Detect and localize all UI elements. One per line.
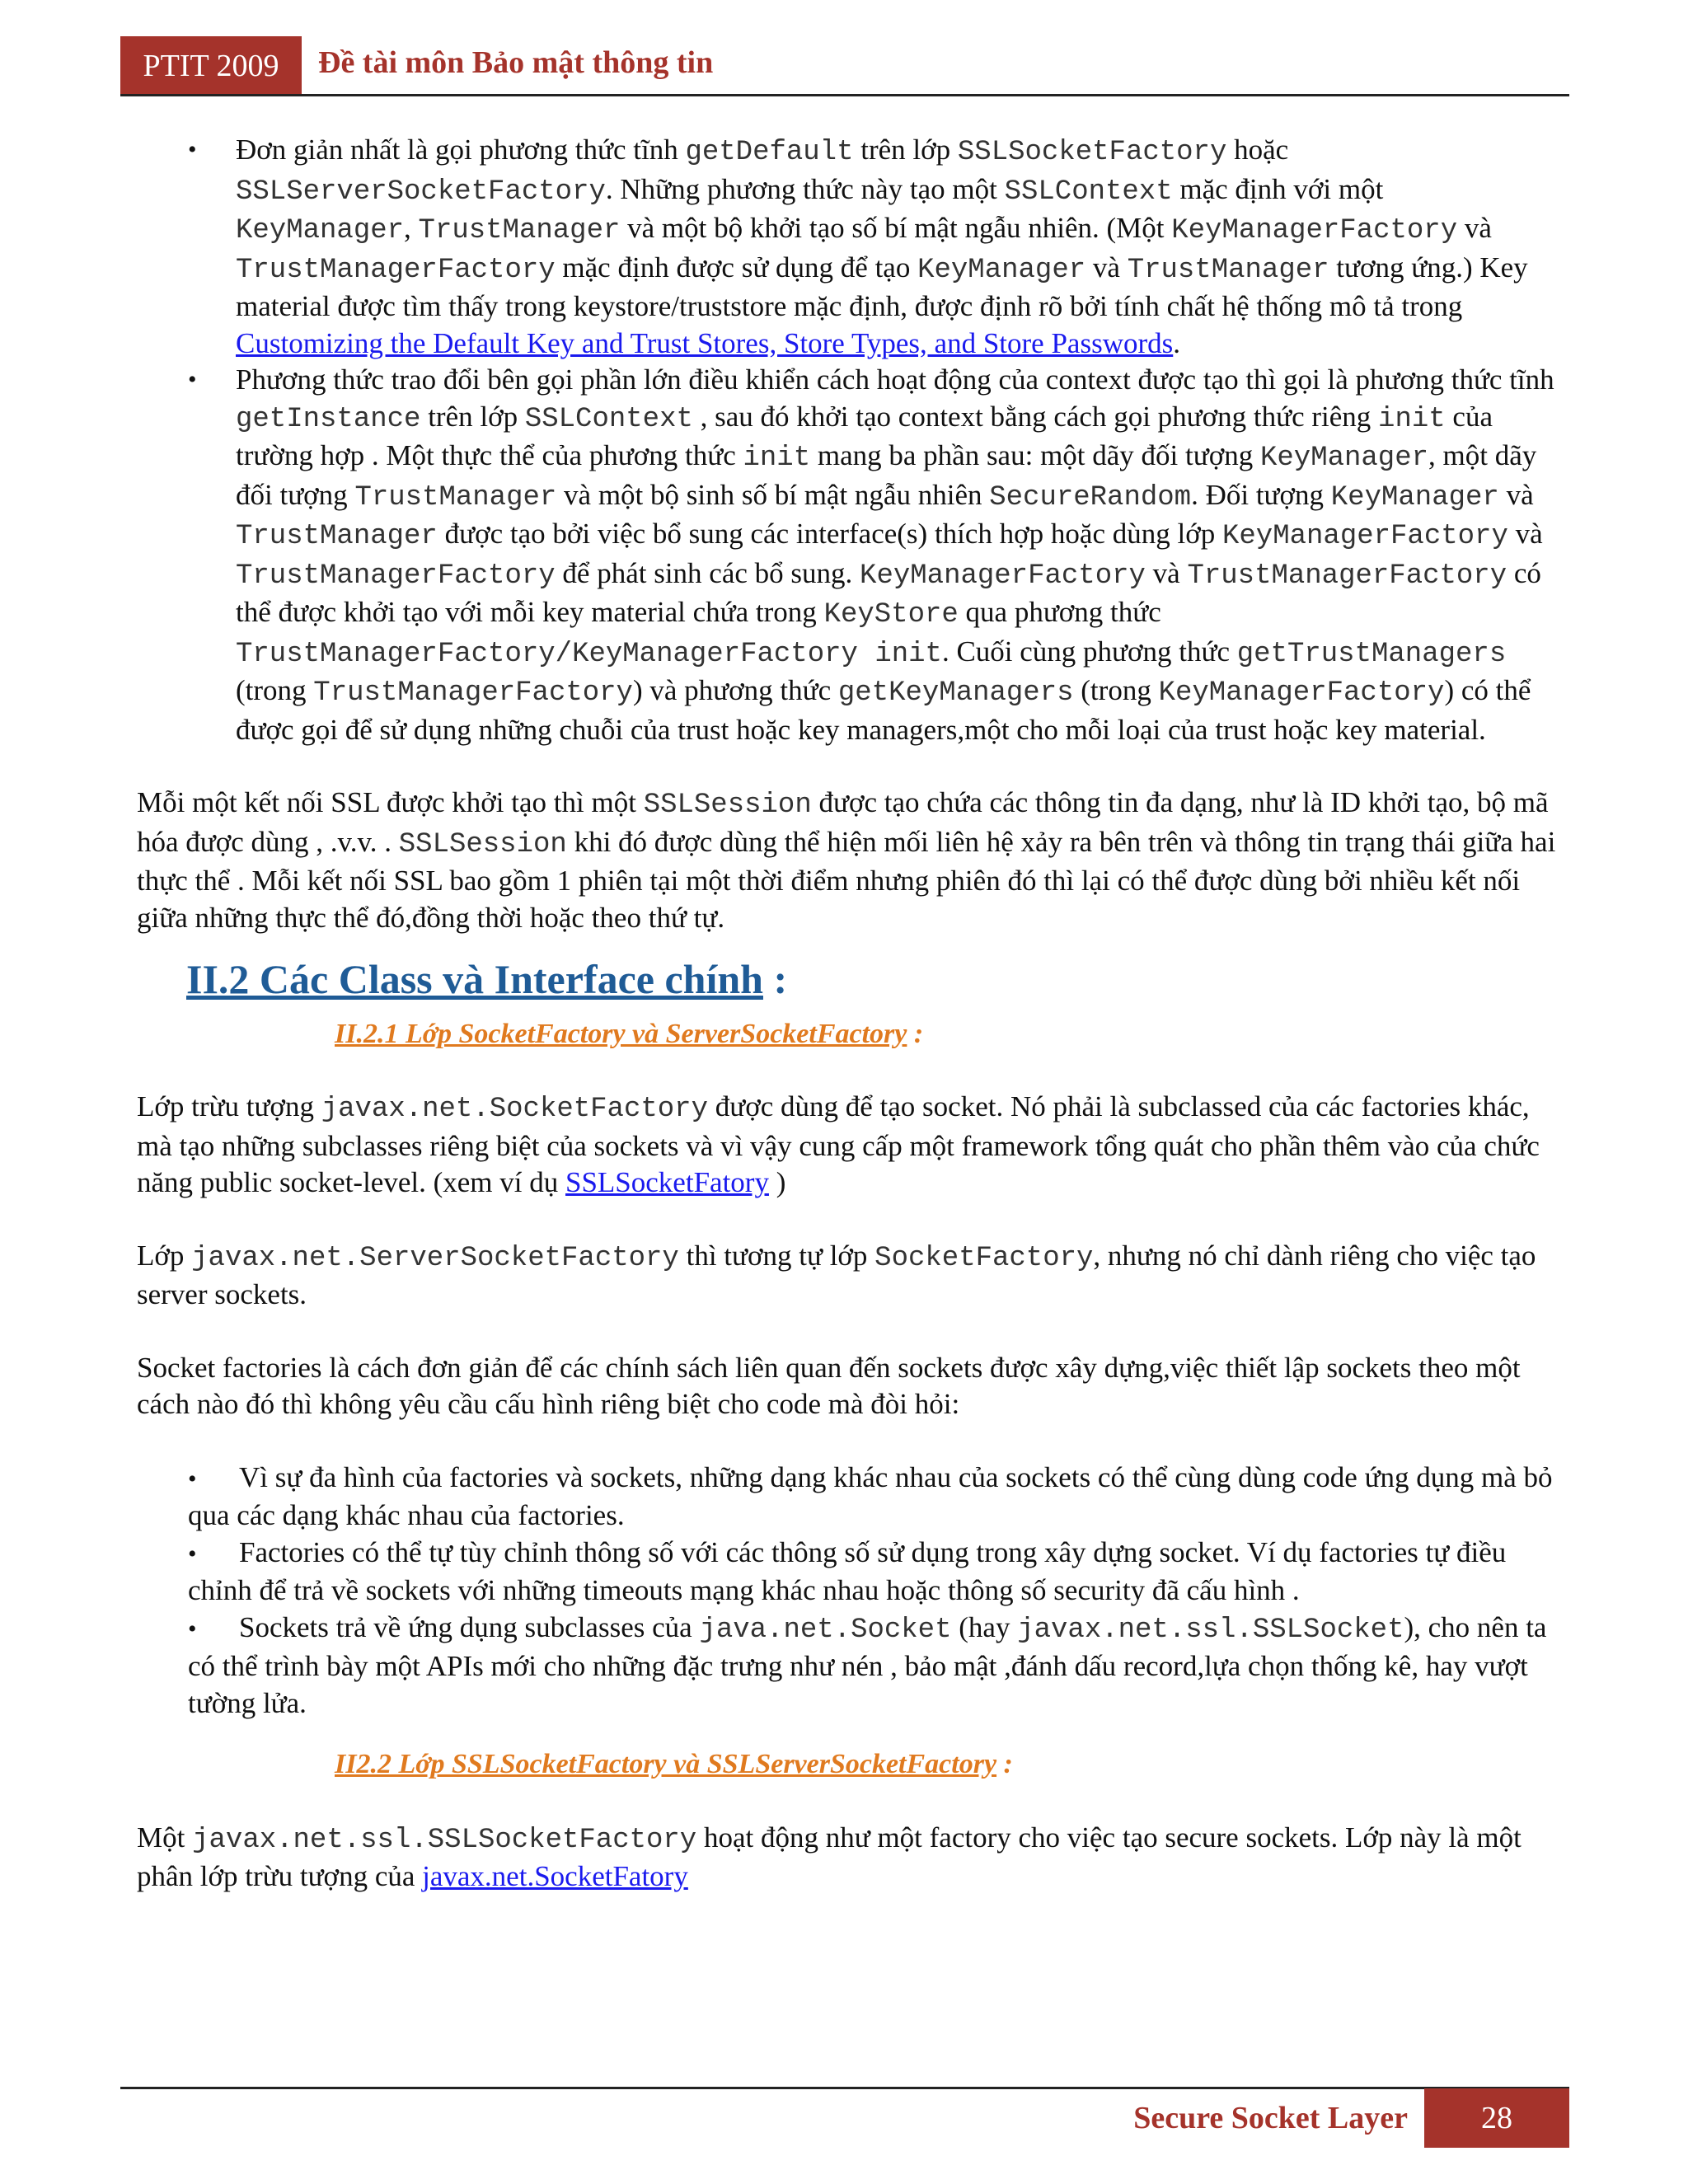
list-item: [137, 362, 1563, 748]
text-run: (hay: [951, 1610, 1018, 1643]
footer-rule: [120, 2087, 1569, 2089]
text-run: hoạt động như một factory cho việc tạo secure sockets. Lớp này là một phân lớp trừu tượng của: [137, 1821, 1522, 1892]
code-term: SSLContext: [524, 403, 693, 435]
text-run: có thể được khởi tạo với mỗi key material chứa trong: [236, 556, 1541, 628]
code-term: KeyManager: [917, 254, 1086, 286]
text-run: Phương thức trao đổi bên gọi phần lớn điều khiển cách hoạt động của context được tạo thì gọi là phương thức tĩnh: [236, 363, 1554, 396]
text-run: Lớp trừu tượng: [137, 1090, 321, 1122]
text-run: Socket factories là cách đơn giản để các chính sách liên quan đến sockets được xây dựng,việc thiết lập sockets theo một cách nào đó thì không yêu cầu cấu hình riêng biệt cho code mà đòi hỏi:: [137, 1351, 1521, 1420]
paragraph-socketfactory: [137, 1089, 1563, 1202]
code-term: getKeyManagers: [837, 677, 1074, 709]
hyperlink[interactable]: javax.net.SocketFatory: [422, 1860, 688, 1892]
text-run: và một bộ sinh số bí mật ngẫu nhiên: [556, 478, 990, 511]
text-run: thì tương tự lớp: [678, 1239, 875, 1272]
text-run: ), cho nên ta có thể trình bày một APIs mới cho những đặc trưng như nén , bảo mật ,đánh dấu record,lựa chọn thống kê, hay vượt tường lửa.: [188, 1610, 1547, 1719]
text-run: tương ứng.) Key material được tìm thấy trong keystore/truststore mặc định, được định rõ bởi tính chất hệ thống mô tả trong: [236, 251, 1528, 322]
bullet-list-mid: [137, 1460, 1563, 1722]
text-run: mặc định được sử dụng để tạo: [555, 251, 918, 284]
header-rule: [120, 94, 1569, 96]
code-term: javax.net.ssl.SSLSocketFactory: [192, 1824, 697, 1856]
code-term: KeyManagerFactory: [1222, 521, 1508, 552]
text-run: Vì sự đa hình của factories và sockets, những dạng khác nhau của sockets có thể cùng dùng code ứng dụng mà bỏ qua các dạng khác nhau của factories.: [188, 1460, 1553, 1531]
text-run: khi đó được dùng thể hiện mối liên hệ xảy ra bên trên và thông tin trạng thái giữa hai thực thể . Mỗi kết nối SSL bao gồm 1 phiên tại một thời điểm nhưng phiên đó thì lại có thể được dùng bởi nhiều kết nối giữa những thực thể đó,đồng thời hoặc theo thứ tự.: [137, 825, 1556, 934]
text-run: .: [1173, 326, 1181, 359]
list-item: [137, 132, 1563, 362]
text-run: mặc định với một: [1172, 172, 1384, 205]
bullet-list-top: [137, 132, 1563, 748]
text-run: mang ba phần sau: một dãy đối tượng: [810, 439, 1260, 471]
text-run: Sockets trả về ứng dụng subclasses của: [239, 1610, 700, 1643]
text-run: và: [1145, 556, 1188, 589]
header-badge: PTIT 2009: [120, 36, 302, 96]
code-term: javax.net.SocketFactory: [321, 1094, 708, 1125]
code-term: TrustManager: [236, 521, 438, 552]
text-run: của trường hợp . Một thực thể của phương thức: [236, 400, 1493, 471]
text-run: ) có thể được gọi để sử dụng những chuỗi của trust hoặc key managers,một cho mỗi loại của trust hoặc key material.: [236, 674, 1531, 746]
code-term: KeyManagerFactory: [1158, 677, 1445, 709]
code-term: TrustManager: [1127, 254, 1329, 286]
text-run: ): [768, 1166, 786, 1198]
code-term: KeyManagerFactory: [1171, 215, 1458, 246]
text-run: được dùng để tạo socket. Nó phải là subclassed của các factories khác, mà tạo những subclasses riêng biệt của sockets và vì vậy cung cấp một framework tổng quát cho phần thêm vào của chức năng public socket-level. (xem ví dụ: [137, 1090, 1540, 1198]
code-term: SecureRandom: [989, 481, 1192, 513]
code-term: TrustManagerFactory: [313, 677, 633, 709]
document-body: [137, 132, 1563, 1896]
text-run: (trong: [1073, 674, 1159, 706]
text-run: , một dãy đối tượng: [236, 439, 1537, 511]
code-term: KeyStore: [823, 599, 959, 630]
code-term: TrustManager: [354, 481, 557, 513]
list-item: • Vì sự đa hình của factories và sockets, những dạng khác nhau của sockets có thể cùng dùng code ứng dụng mà bỏ qua các dạng khác nhau của factories.: [188, 1460, 1553, 1531]
text-run: được tạo chứa các thông tin đa dạng, như là ID khởi tạo, bộ mã hóa được dùng , .v.v. .: [137, 786, 1549, 858]
text-run: (trong: [236, 674, 314, 706]
code-term: init: [743, 443, 811, 474]
text-run: ,: [404, 212, 419, 244]
text-run: . Đối tượng: [1191, 478, 1331, 511]
hyperlink[interactable]: SSLSocketFatory: [565, 1166, 769, 1198]
text-run: để phát sinh các bổ sung.: [555, 556, 860, 589]
section-heading: II.2 Các Class và Interface chính :: [186, 956, 788, 1002]
code-term: getDefault: [685, 137, 854, 168]
code-term: SocketFactory: [874, 1242, 1094, 1274]
header-title: Đề tài môn Bảo mật thông tin: [318, 45, 714, 80]
code-term: KeyManager: [236, 215, 405, 246]
code-term: getTrustManagers: [1236, 638, 1507, 670]
code-term: TrustManagerFactory/KeyManagerFactory init: [236, 638, 942, 670]
hyperlink[interactable]: Customizing the Default Key and Trust Stores, Store Types, and Store Passwords: [236, 326, 1174, 359]
paragraph-session: [137, 785, 1563, 936]
text-run: được tạo bởi việc bổ sung các interface(s) thích hợp hoặc dùng lớp: [437, 518, 1222, 550]
footer-title: Secure Socket Layer: [1133, 2101, 1408, 2135]
text-run: , sau đó khởi tạo context bằng cách gọi phương thức riêng: [692, 400, 1379, 433]
code-term: javax.net.ServerSocketFactory: [191, 1242, 679, 1274]
text-run: trên lớp: [853, 134, 958, 166]
text-run: , nhưng nó chỉ dành riêng cho việc tạo server sockets.: [137, 1239, 1536, 1310]
code-term: getInstance: [236, 403, 421, 435]
code-term: SSLSession: [643, 790, 812, 821]
paragraph-serversocketfactory: [137, 1238, 1563, 1314]
text-run: trên lớp: [420, 400, 525, 433]
code-term: init: [1378, 403, 1446, 435]
text-run: Đơn giản nhất là gọi phương thức tĩnh: [236, 134, 686, 166]
text-run: ) và phương thức: [632, 674, 838, 706]
code-term: SSLSocketFactory: [957, 137, 1227, 168]
text-run: . Những phương thức này tạo một: [605, 172, 1005, 205]
paragraph-sslsocketfactory: [137, 1820, 1563, 1896]
paragraph-socket-factories: [137, 1350, 1563, 1423]
code-term: SSLServerSocketFactory: [236, 176, 606, 208]
subsection-heading-1: II.2.1 Lớp SocketFactory và ServerSocketFactory :: [335, 1018, 924, 1049]
text-run: Mỗi một kết nối SSL được khởi tạo thì một: [137, 786, 644, 818]
text-run: và: [1085, 251, 1128, 284]
text-run: và: [1507, 518, 1543, 550]
code-term: java.net.Socket: [699, 1614, 952, 1646]
code-term: KeyManager: [1330, 481, 1499, 513]
text-run: và: [1498, 478, 1534, 511]
subsection-heading-2: II2.2 Lớp SSLSocketFactory và SSLServerSocketFactory :: [335, 1749, 1013, 1779]
list-item: • Factories có thể tự tùy chỉnh thông số với các thông số sử dụng trong xây dựng socket. Ví dụ factories tự điều chỉnh để trả về sockets với những timeouts mạng khác nhau hoặc thông số security đã cấu hình .: [188, 1535, 1507, 1606]
code-term: SSLSession: [398, 828, 567, 860]
code-term: KeyManagerFactory: [860, 560, 1146, 592]
page-number: 28: [1424, 2088, 1569, 2148]
text-run: và một bộ khởi tạo số bí mật ngẫu nhiên. (Một: [620, 212, 1172, 244]
text-run: Lớp: [137, 1239, 192, 1272]
text-run: Factories có thể tự tùy chỉnh thông số với các thông số sử dụng trong xây dựng socket. Ví dụ factories tự điều chỉnh để trả về sockets với những timeouts mạng khác nhau hoặc thông số security đã cấu hình .: [188, 1535, 1507, 1606]
code-term: SSLContext: [1004, 176, 1173, 208]
text-run: Một: [137, 1821, 193, 1854]
code-term: TrustManagerFactory: [1187, 560, 1507, 592]
text-run: . Cuối cùng phương thức: [941, 635, 1237, 668]
code-term: KeyManager: [1259, 443, 1429, 474]
text-run: qua phương thức: [958, 596, 1161, 628]
text-run: hoặc: [1226, 134, 1289, 166]
list-item: • Sockets trả về ứng dụng subclasses của java.net.Socket (hay javax.net.ssl.SSLSocket), cho nên ta có thể trình bày một APIs mới cho những đặc trưng như nén , bảo mật ,đánh dấu record,lựa chọn thống kê, hay vượt tường lửa.: [188, 1610, 1547, 1719]
text-run: và: [1457, 212, 1492, 244]
code-term: javax.net.ssl.SSLSocket: [1017, 1614, 1404, 1646]
code-term: TrustManagerFactory: [236, 560, 556, 592]
code-term: TrustManager: [418, 215, 621, 246]
code-term: TrustManagerFactory: [236, 254, 556, 286]
